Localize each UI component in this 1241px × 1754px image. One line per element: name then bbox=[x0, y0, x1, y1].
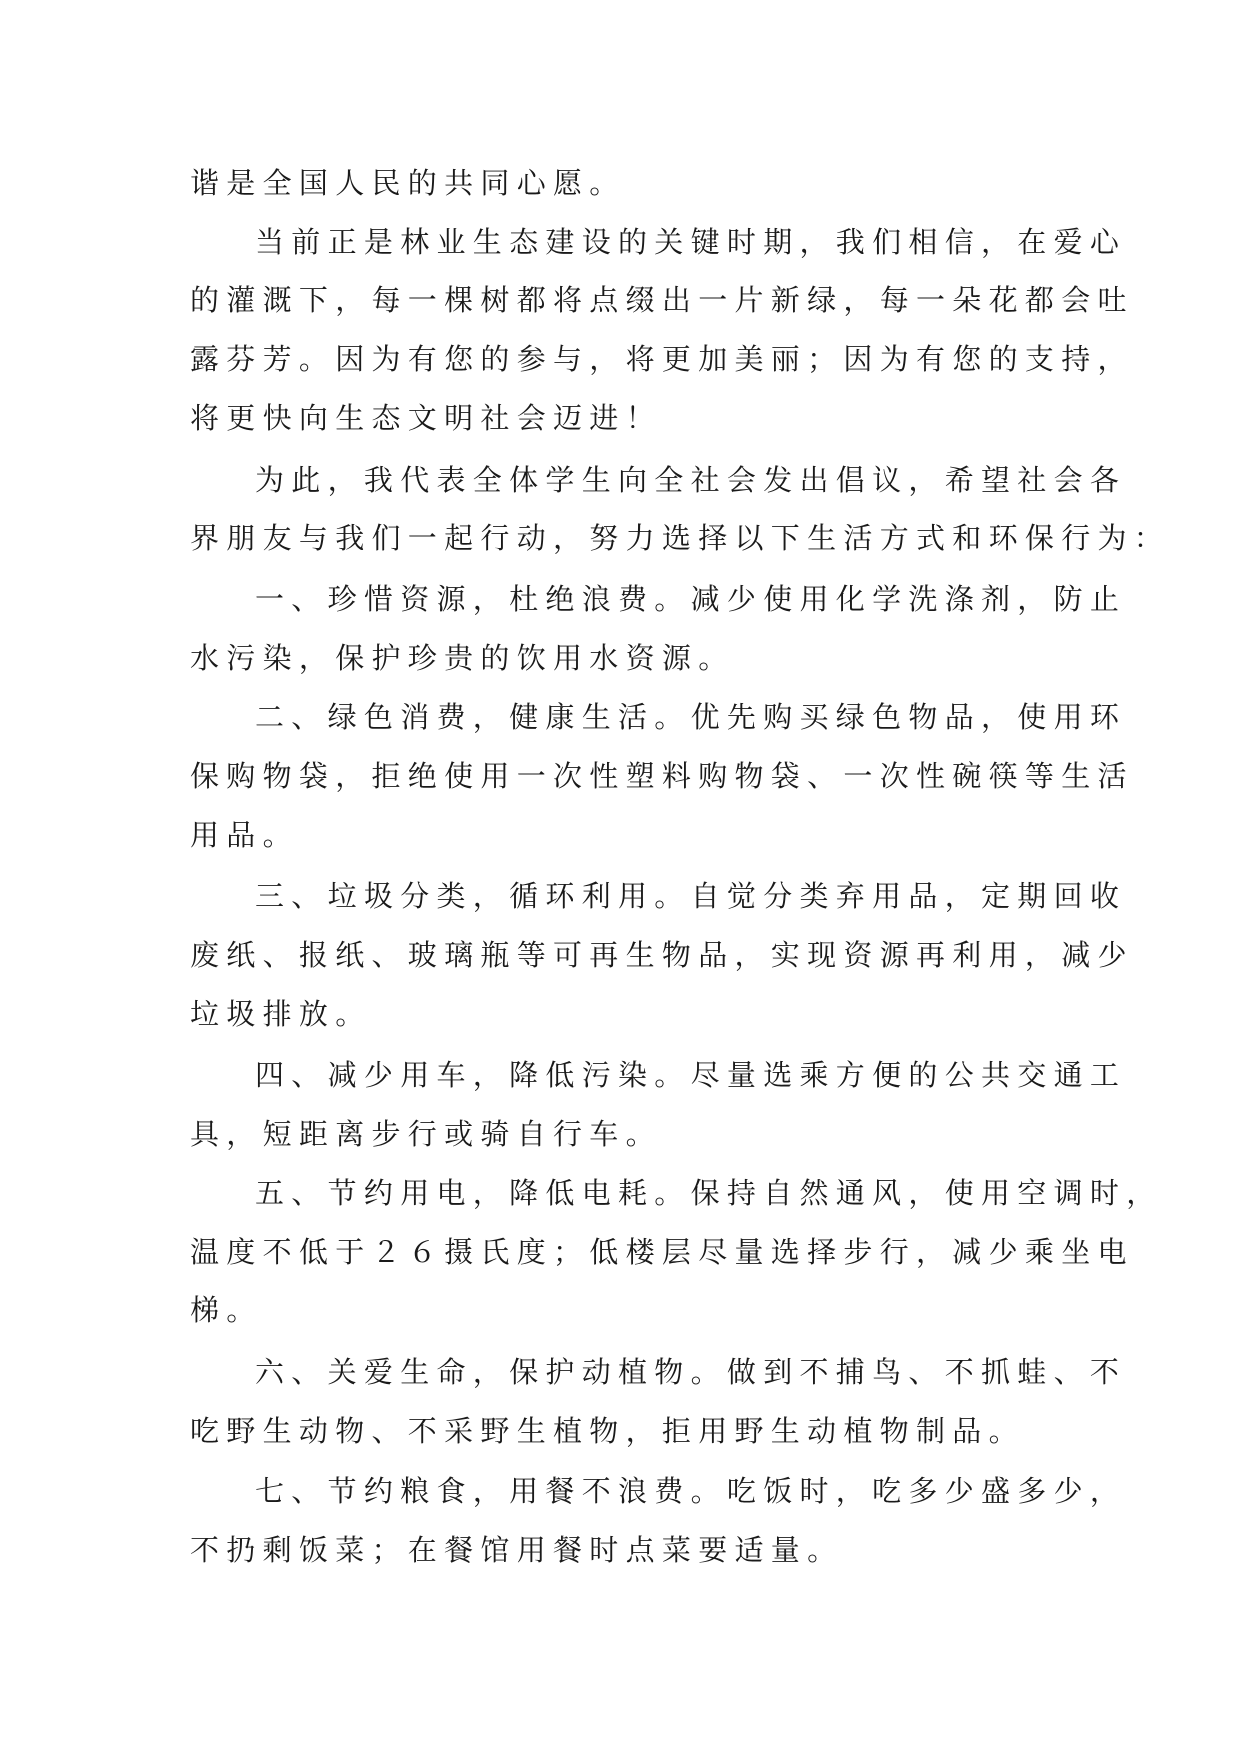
text-line: 保购物袋，拒绝使用一次性塑料购物袋、一次性碗筷等生活 bbox=[190, 759, 1134, 793]
paragraph-first-line: 七、节约粮食，用餐不浪费。吃饭时，吃多少盛多少， bbox=[255, 1474, 1127, 1508]
paragraph-first-line: 为此，我代表全体学生向全社会发出倡议，希望社会各 bbox=[255, 463, 1127, 497]
text-line: 用品。 bbox=[190, 818, 299, 852]
text-line: 的灌溉下，每一棵树都将点缀出一片新绿，每一朵花都会吐 bbox=[190, 283, 1134, 317]
text-line: 界朋友与我们一起行动，努力选择以下生活方式和环保行为： bbox=[190, 521, 1171, 555]
paragraph-first-line: 二、绿色消费，健康生活。优先购买绿色物品，使用环 bbox=[255, 700, 1127, 734]
text-line: 温度不低于２６摄氏度；低楼层尽量选择步行，减少乘坐电 bbox=[190, 1235, 1134, 1269]
text-line: 垃圾排放。 bbox=[190, 997, 372, 1031]
paragraph-first-line: 一、珍惜资源，杜绝浪费。减少使用化学洗涤剂，防止 bbox=[255, 582, 1127, 616]
text-line: 露芬芳。因为有您的参与，将更加美丽；因为有您的支持， bbox=[190, 342, 1134, 376]
text-line: 谐是全国人民的共同心愿。 bbox=[190, 166, 626, 200]
text-line: 废纸、报纸、玻璃瓶等可再生物品，实现资源再利用，减少 bbox=[190, 938, 1134, 972]
paragraph-first-line: 当前正是林业生态建设的关键时期，我们相信，在爱心 bbox=[255, 225, 1127, 259]
paragraph-first-line: 四、减少用车，降低污染。尽量选乘方便的公共交通工 bbox=[255, 1058, 1127, 1092]
paragraph-first-line: 五、节约用电，降低电耗。保持自然通风，使用空调时， bbox=[255, 1176, 1163, 1210]
text-line: 将更快向生态文明社会迈进！ bbox=[190, 401, 662, 435]
paragraph-first-line: 三、垃圾分类，循环利用。自觉分类弃用品，定期回收 bbox=[255, 879, 1127, 913]
text-line: 吃野生动物、不采野生植物，拒用野生动植物制品。 bbox=[190, 1414, 1025, 1448]
text-line: 不扔剩饭菜；在餐馆用餐时点菜要适量。 bbox=[190, 1533, 844, 1567]
text-line: 具，短距离步行或骑自行车。 bbox=[190, 1117, 662, 1151]
text-line: 水污染，保护珍贵的饮用水资源。 bbox=[190, 641, 735, 675]
text-line: 梯。 bbox=[190, 1293, 263, 1327]
paragraph-first-line: 六、关爱生命，保护动植物。做到不捕鸟、不抓蛙、不 bbox=[255, 1355, 1127, 1389]
